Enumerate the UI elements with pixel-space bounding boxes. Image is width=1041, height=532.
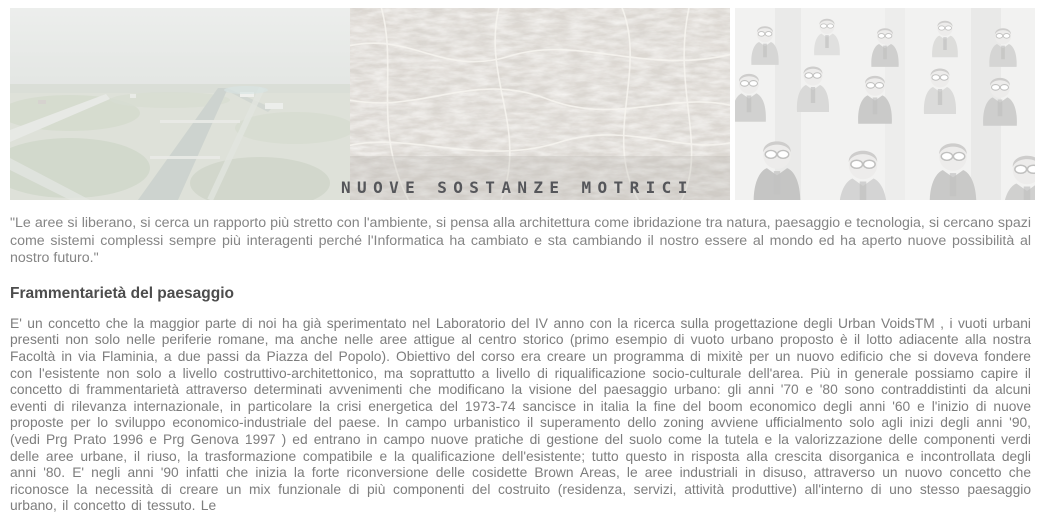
header-banner: [10, 8, 1035, 200]
aerial-city-photo: [10, 8, 350, 200]
page-title: NUOVE SOSTANZE MOTRICI: [341, 178, 694, 197]
section-heading: Frammentarietà del paesaggio: [10, 284, 234, 302]
article-paragraph: E' un concetto che la maggior parte di noi ha già sperimentato nel Laboratorio del IV anno con la ricerca sulla progettazione degli Urban VoidsTM , i vuoti urbani presenti non solo nelle periferie romane, ma anche nelle aree attigue al centro storico (primo esempio di vuoto urbano proposto è il lotto adiacente alla nostra Facoltà in via Flaminia, a due passi da Piazza del Popolo). Obiettivo del corso era creare un programma di mixitè per un nuovo edificio che si doveva fondere con l'esistente non solo a livello costruttivo-architettonico, ma soprattutto a livello di riqualificazione socio-culturale dell'area. Più in generale possiamo capire il concetto di frammentarietà attraverso determinati avvenimenti che modificano la visione del paesaggio urbano: gli anni '70 e '80 sono contraddistinti da alcuni eventi di rilevanza internazionale, in particolare la crisi energetica del 1973-74 sancisce in italia la fine del boom economico degli anni '60 e l'inizio di nuove proposte per lo sviluppo economico-industriale del paese. In campo urbanistico il superamento dello zoning avviene ufficialmento solo agli inizi degli anni '90, (vedi Prg Prato 1996 e Prg Genova 1997 ) ed entrano in campo nuove pratiche di gestione del suolo come la tutela e la valorizzazione delle componenti verdi delle aree urbane, il riuso, la trasformazione compatibile e la qualificazione dell'esistente; tutto questo in risposta alla crescita disorganica e incontrollata degli anni '80. E' negli anni '90 infatti che inizia la forte riconversione delle cosidette Brown Areas, le aree industriali in disuso, attraverso un nuovo concetto che riconosce la necessità di creare un mix funzionale di più componenti del costruito (residenza, servizi, attività produttive) all'interno di uno stesso paesaggio urbano, il concetto di tessuto. Le: [10, 315, 1031, 514]
crowd-3d-glasses-photo: [735, 8, 1035, 200]
intro-quote: "Le aree si liberano, si cerca un rapporto più stretto con l'ambiente, si pensa alla architettura come ibridazione tra natura, paesaggio e tecnologia, si cercano spazi come sistemi complessi sempre più interagenti perché l'Informatica ha cambiato e sta cambiando il nostro essere al mondo ed ha aperto nuove possibilità al nostro futuro.": [10, 215, 1031, 267]
fiber-texture-photo: [350, 8, 730, 200]
